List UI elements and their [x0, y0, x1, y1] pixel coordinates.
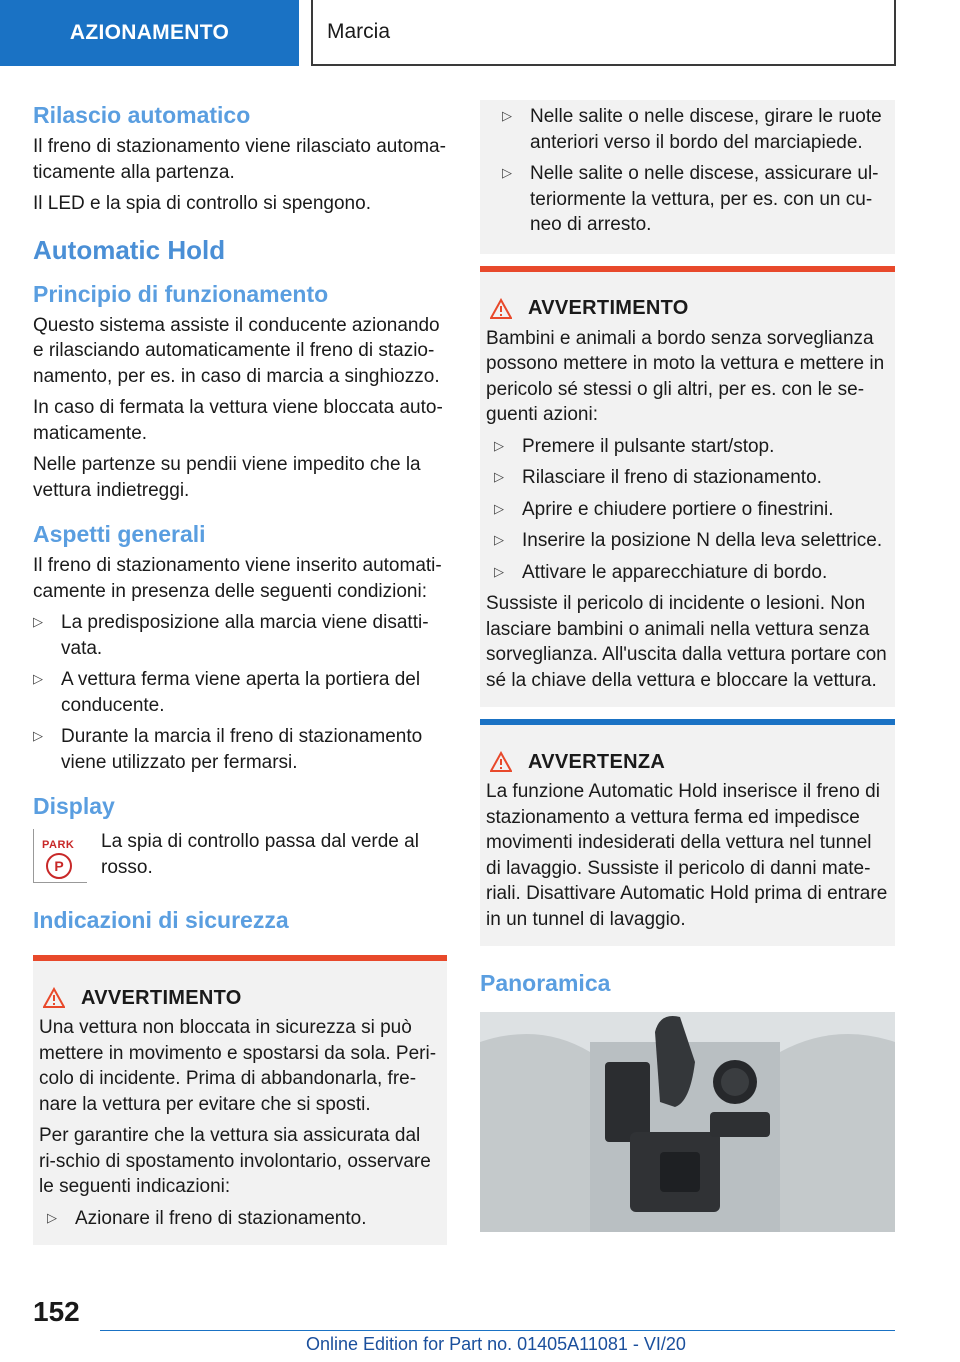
warning-list [486, 434, 889, 586]
warning-bar [33, 955, 447, 961]
continued-list-box [480, 100, 895, 254]
principio-paragraph-3: Nelle partenze su pendii viene impedito che la vettura indietreggi. [33, 454, 421, 501]
triangle-bullet-icon: ▷ [33, 614, 43, 629]
chapter-title: Marcia [311, 0, 896, 66]
warning-box-1 [33, 955, 447, 1245]
list-item: ▷ Attivare le apparecchiature di bordo. [494, 561, 828, 583]
triangle-bullet-icon: ▷ [494, 437, 504, 453]
center-console-illustration [480, 1012, 895, 1232]
sicurezza-heading: Indicazioni di sicurezza [33, 907, 289, 933]
warning-title: AVVERTIMENTO [486, 296, 889, 322]
warning-triangle-icon [490, 298, 512, 320]
warning-triangle-icon [43, 987, 65, 1009]
warning-paragraph-2: Sussiste il pericolo di incidente o lesioni. Non lasciare bambini o animali nella vettura senza sorveglianza. All'uscita dalla vettura portare con sé la chiave della vettura e bloccare la vettura. [486, 593, 887, 691]
principio-paragraph-2: In caso di fermata la vettura viene bloccata auto-maticamente. [33, 397, 443, 444]
principio-paragraph-1: Questo sistema assiste il conducente azionando e rilasciando automaticamente il freno di stazio-namento, per es. in caso di marcia a singhiozzo. [33, 314, 440, 387]
section-tab: AZIONAMENTO [0, 0, 299, 66]
list-item: ▷ A vettura ferma viene aperta la portiera del conducente. [33, 669, 421, 716]
warning-triangle-icon [490, 751, 512, 773]
warning-title: AVVERTENZA [486, 749, 889, 775]
display-heading: Display [33, 793, 115, 819]
warning-list [39, 1206, 441, 1232]
rilascio-heading: Rilascio automatico [33, 102, 251, 128]
rilascio-paragraph-2: Il LED e la spia di controllo si spengono. [33, 193, 371, 214]
center-console-photo [480, 1012, 895, 1232]
triangle-bullet-icon: ▷ [33, 671, 43, 686]
list-item: ▷ Premere il pulsante start/stop. [494, 435, 775, 457]
triangle-bullet-icon: ▷ [494, 469, 504, 484]
panoramica-heading: Panoramica [480, 970, 611, 996]
list-item: ▷ Inserire la posizione N della leva selettrice. [494, 530, 883, 551]
display-row [33, 829, 447, 883]
continued-list [486, 104, 889, 238]
edition-text: Online Edition for Part no. 01405A11081 - VI/20 [306, 1334, 686, 1354]
right-column [480, 100, 895, 1232]
triangle-bullet-icon: ▷ [33, 728, 43, 743]
list-item: ▷ Azionare il freno di stazionamento. [47, 1207, 367, 1229]
display-text: La spia di controllo passa dal verde al rosso. [101, 831, 419, 878]
warning-paragraph-1: La funzione Automatic Hold inserisce il freno di stazionamento a vettura ferma ed impedisce movimenti indesiderati della vettura nel tunnel di lavaggio. Sussiste il pericolo di danni mate-riali. Disattivare Automatic Hold prima di entrare in un tunnel di lavaggio. [486, 781, 888, 930]
warning-box-3 [480, 719, 895, 946]
warning-title: AVVERTIMENTO [39, 985, 441, 1011]
aspetti-heading: Aspetti generali [33, 521, 206, 547]
list-item: ▷ La predisposizione alla marcia viene disatti-vata. [33, 612, 429, 659]
rilascio-paragraph-1: Il freno di stazionamento viene rilasciato automa-ticamente alla partenza. [33, 136, 446, 183]
triangle-bullet-icon: ▷ [47, 1209, 57, 1225]
triangle-bullet-icon: ▷ [494, 532, 504, 547]
list-item: ▷ Nelle salite o nelle discese, girare le ruote anteriori verso il bordo del marciapiede. [502, 106, 882, 153]
warning-box-2 [480, 266, 895, 708]
list-item: ▷ Nelle salite o nelle discese, assicurare ul-teriormente la vettura, per es. con un cu-neo di arresto. [502, 163, 879, 235]
triangle-bullet-icon: ▷ [494, 500, 504, 516]
warning-paragraph-1: Una vettura non bloccata in sicurezza si può mettere in movimento e spostarsi da sola. Peri-colo di incidente. Prima di abbandonarla, fre-nare la vettura per evitare che si sposti. [39, 1017, 437, 1115]
notice-bar [480, 719, 895, 725]
principio-heading: Principio di funzionamento [33, 280, 329, 307]
aspetti-paragraph: Il freno di stazionamento viene inserito automati-camente in presenza delle seguenti condizioni: [33, 555, 442, 602]
list-item: ▷ Aprire e chiudere portiere o finestrini. [494, 498, 834, 520]
page-number: 152 [33, 1296, 80, 1327]
triangle-bullet-icon: ▷ [502, 165, 512, 180]
park-brake-icon: PARK P [33, 829, 87, 883]
automatic-hold-heading: Automatic Hold [33, 234, 226, 265]
triangle-bullet-icon: ▷ [494, 563, 504, 579]
warning-paragraph-2: Per garantire che la vettura sia assicurata dal ri-schio di spostamento involontario, osservare le seguenti indicazioni: [39, 1125, 431, 1197]
triangle-bullet-icon: ▷ [502, 108, 512, 123]
left-column [33, 100, 447, 1245]
list-item: ▷ Durante la marcia il freno di stazionamento viene utilizzato per fermarsi. [33, 726, 423, 773]
footer-divider [100, 1330, 895, 1331]
warning-bar [480, 266, 895, 272]
warning-paragraph-1: Bambini e animali a bordo senza sorveglianza possono mettere in moto la vettura e mettere in pericolo sé stessi o gli altri, per es. con le se-guenti azioni: [486, 327, 885, 425]
aspetti-list [33, 610, 447, 775]
list-item: ▷ Rilasciare il freno di stazionamento. [494, 467, 822, 488]
